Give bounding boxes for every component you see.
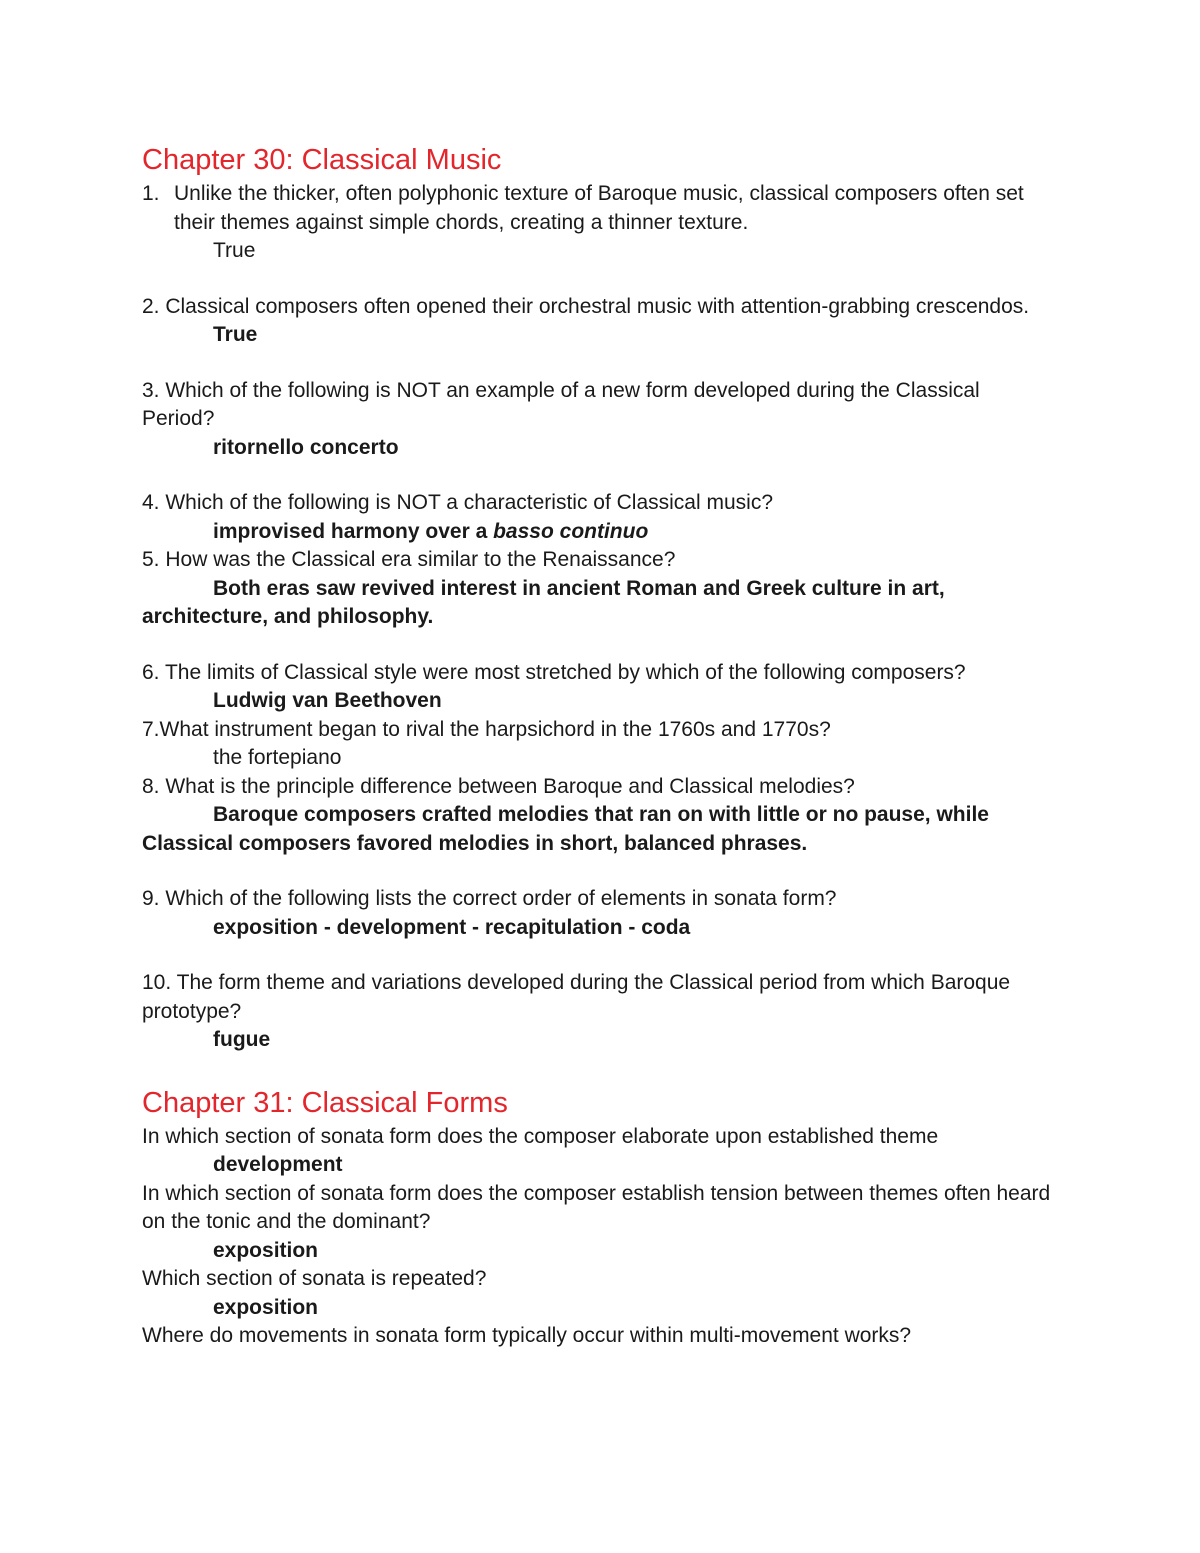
question-5: 5. How was the Classical era similar to the Renaissance? [142, 548, 676, 571]
answer-10: fugue [213, 1028, 271, 1051]
question-9: 9. Which of the following lists the correct order of elements in sonata form? [142, 887, 837, 910]
document-content [142, 140, 1052, 1351]
question-1 [142, 180, 1052, 237]
answer-4 [142, 518, 1052, 547]
answer-9: exposition - development - recapitulation - coda [213, 915, 691, 939]
ch31-question-3: Which section of sonata is repeated? [142, 1267, 487, 1290]
question-1-text: Unlike the thicker, often polyphonic texture of Baroque music, classical composers often set their themes against simple chords, creating a thinner texture. [174, 182, 1024, 234]
question-1-number: 1. [142, 182, 160, 205]
answer-2: True [213, 323, 258, 346]
answer-8: Baroque composers crafted melodies that ran on with little or no pause, while Classical composers favored melodies in short, balanced phrases. [142, 803, 989, 855]
question-6: 6. The limits of Classical style were most stretched by which of the following composers? [142, 660, 966, 684]
question-4: 4. Which of the following is NOT a characteristic of Classical music? [142, 491, 774, 514]
answer-1: True [213, 239, 256, 262]
ch31-question-1: In which section of sonata form does the composer elaborate upon established theme [142, 1124, 939, 1148]
question-10: 10. The form theme and variations developed during the Classical period from which Baroque prototype? [142, 971, 1011, 1023]
ch31-answer-2: exposition [213, 1238, 319, 1262]
ch31-question-4: Where do movements in sonata form typically occur within multi-movement works? [142, 1324, 912, 1347]
answer-5: Both eras saw revived interest in ancient Roman and Greek culture in art, architecture, and philosophy. [142, 576, 945, 628]
ch31-question-2: In which section of sonata form does the composer establish tension between themes often heard on the tonic and the dominant? [142, 1181, 1051, 1233]
question-3: 3. Which of the following is NOT an example of a new form developed during the Classical Period? [142, 378, 980, 430]
question-2: 2. Classical composers often opened their orchestral music with attention-grabbing crescendos. [142, 294, 1030, 318]
question-7: 7.What instrument began to rival the harpsichord in the 1760s and 1770s? [142, 717, 831, 741]
answer-4-text: improvised harmony over a [213, 519, 494, 543]
chapter-30-title: Chapter 30: Classical Music [142, 144, 502, 176]
answer-6: Ludwig van Beethoven [213, 689, 442, 712]
chapter-31-title: Chapter 31: Classical Forms [142, 1086, 508, 1119]
answer-7: the fortepiano [213, 746, 342, 769]
ch31-answer-3: exposition [213, 1295, 319, 1319]
ch31-answer-1: development [213, 1153, 343, 1176]
answer-3: ritornello concerto [213, 435, 399, 459]
answer-4-emphasis: basso continuo [493, 519, 649, 543]
question-8: 8. What is the principle difference between Baroque and Classical melodies? [142, 774, 855, 798]
